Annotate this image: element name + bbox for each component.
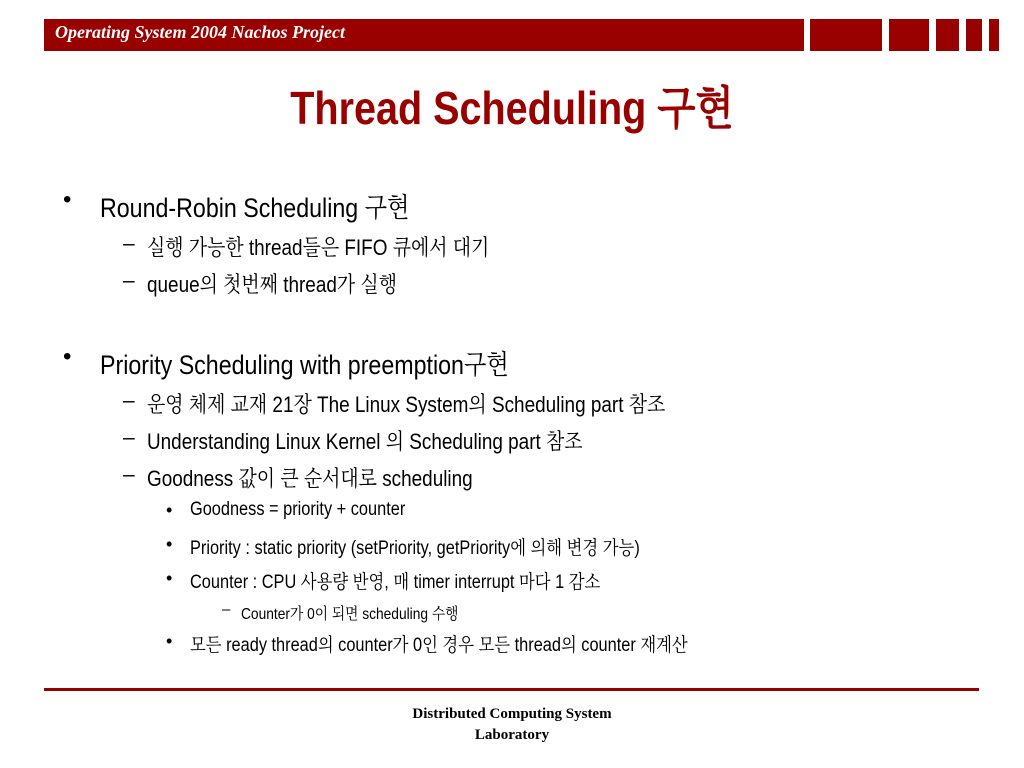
- header-deco-block-1: [810, 19, 882, 51]
- bullet-marker: •: [166, 631, 173, 651]
- dash-marker: –: [123, 463, 135, 486]
- dash-marker: –: [123, 232, 135, 255]
- list-item: Goodness = priority + counter: [190, 499, 406, 520]
- dash-marker: –: [222, 601, 231, 618]
- header-deco-block-5: [989, 19, 999, 51]
- footer-lab-name-line2: Laboratory: [474, 727, 550, 743]
- bullet-marker: •: [63, 186, 72, 213]
- footer-rule: [44, 688, 979, 691]
- section-heading-round-robin: Round-Robin Scheduling 구현: [100, 193, 410, 223]
- header-deco-block-3: [936, 19, 959, 51]
- bullet-marker: •: [166, 500, 173, 520]
- list-item: Counter : CPU 사용량 반영, 매 timer interrupt 마다 1 감소: [190, 572, 601, 593]
- list-item: 운영 체제 교재 21장 The Linux System의 Scheduling part 참조: [147, 392, 666, 417]
- list-item: 실행 가능한 thread들은 FIFO 큐에서 대기: [147, 235, 490, 260]
- header-deco-block-2: [889, 19, 929, 51]
- dash-marker: –: [123, 426, 135, 449]
- list-item: Goodness 값이 큰 순서대로 scheduling: [147, 466, 473, 491]
- list-item: queue의 첫번째 thread가 실행: [147, 272, 397, 297]
- slide-title: Thread Scheduling 구현: [290, 82, 734, 134]
- header-deco-block-4: [966, 19, 982, 51]
- header-title: Operating System 2004 Nachos Project: [55, 22, 345, 42]
- section-heading-priority: Priority Scheduling with preemption구현: [100, 350, 509, 380]
- footer-lab-name: Distributed Computing System: [412, 706, 612, 722]
- dash-marker: –: [123, 389, 135, 412]
- bullet-marker: •: [166, 534, 173, 554]
- list-item: Priority : static priority (setPriority, getPriority에 의해 변경 가능): [190, 538, 640, 559]
- list-item: Understanding Linux Kernel 의 Scheduling part 참조: [147, 429, 583, 454]
- list-item: Counter가 0이 되면 scheduling 수행: [241, 606, 459, 623]
- dash-marker: –: [123, 269, 135, 292]
- bullet-marker: •: [166, 568, 173, 588]
- list-item: 모든 ready thread의 counter가 0인 경우 모든 thread의 counter 재계산: [190, 635, 688, 656]
- bullet-marker: •: [63, 343, 72, 370]
